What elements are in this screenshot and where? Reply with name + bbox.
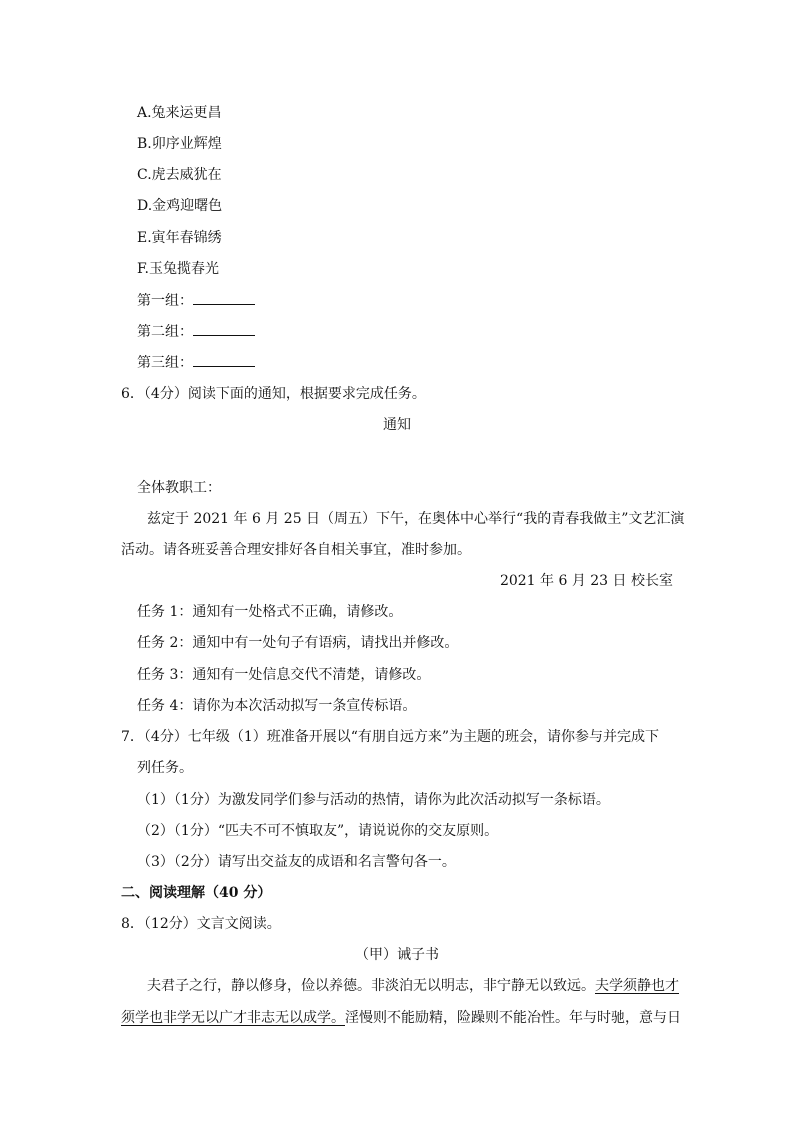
underlined-sentence-part-2: 须学也非学无以广才非志无以成学。: [121, 1010, 345, 1026]
option-c: C.虎去威犹在: [137, 167, 222, 183]
option-f: F.玉兔揽春光: [137, 261, 219, 277]
group-1-row: [137, 290, 255, 311]
passage-line-2: [121, 1008, 681, 1028]
notice-body-line-1: 兹定于 2021 年 6 月 25 日（周五）下午，在奥体中心举行“我的青春我做主”文艺汇演: [147, 511, 685, 527]
notice-title: 通知: [383, 417, 411, 433]
option-e: E.寅年春锦绣: [137, 230, 222, 246]
q7-sub-1: （1）（1分）为激发同学们参与活动的热情，请你为此次活动拟写一条标语。: [137, 792, 610, 808]
group-2-row: [137, 321, 255, 342]
task-3: 任务 3：通知有一处信息交代不清楚，请修改。: [137, 667, 431, 683]
option-a: A.兔来运更昌: [137, 105, 222, 121]
passage-title: （甲）诫子书: [355, 947, 439, 963]
underlined-sentence-part-1: 夫学须静也才: [595, 978, 679, 994]
group-2-blank[interactable]: [193, 321, 255, 336]
q7-sub-2: （2）（1分）“匹夫不可不慎取友”，请说说你的交友原则。: [137, 823, 499, 839]
group-1-label: 第一组：: [137, 293, 193, 309]
notice-body-line-2: 活动。请各班妥善合理安排好各自相关事宜，准时参加。: [121, 542, 471, 558]
q8-stem: 8．（12分）文言文阅读。: [121, 916, 281, 932]
group-2-label: 第二组：: [137, 324, 193, 340]
notice-salutation: 全体教职工：: [137, 480, 221, 496]
task-4: 任务 4：请你为本次活动拟写一条宣传标语。: [137, 698, 417, 714]
passage-line-1-text: 夫君子之行，静以修身，俭以养德。非淡泊无以明志，非宁静无以致远。: [147, 978, 595, 994]
group-3-row: [137, 352, 255, 373]
section-2-heading: 二、阅读理解（40 分）: [121, 885, 272, 901]
q6-stem: 6．（4分）阅读下面的通知，根据要求完成任务。: [121, 386, 426, 402]
group-3-label: 第三组：: [137, 355, 193, 371]
passage-line-2-text: 淫慢则不能励精，险躁则不能冶性。年与时驰，意与日: [345, 1010, 681, 1026]
notice-signature: 2021 年 6 月 23 日 校长室: [499, 573, 673, 589]
group-3-blank[interactable]: [193, 352, 255, 367]
q7-stem-line-1: 7．（4分）七年级（1）班准备开展以“有朋自远方来”为主题的班会，请你参与并完成下: [121, 729, 660, 745]
option-b: B.卯序业辉煌: [137, 136, 222, 152]
group-1-blank[interactable]: [193, 290, 255, 305]
passage-line-1: [147, 976, 679, 996]
task-2: 任务 2：通知中有一处句子有语病，请找出并修改。: [137, 635, 459, 651]
q7-stem-line-2: 列任务。: [137, 760, 193, 776]
option-d: D.金鸡迎曙色: [137, 198, 223, 214]
task-1: 任务 1：通知有一处格式不正确，请修改。: [137, 604, 403, 620]
q7-sub-3: （3）（2分）请写出交益友的成语和名言警句各一。: [137, 854, 456, 870]
